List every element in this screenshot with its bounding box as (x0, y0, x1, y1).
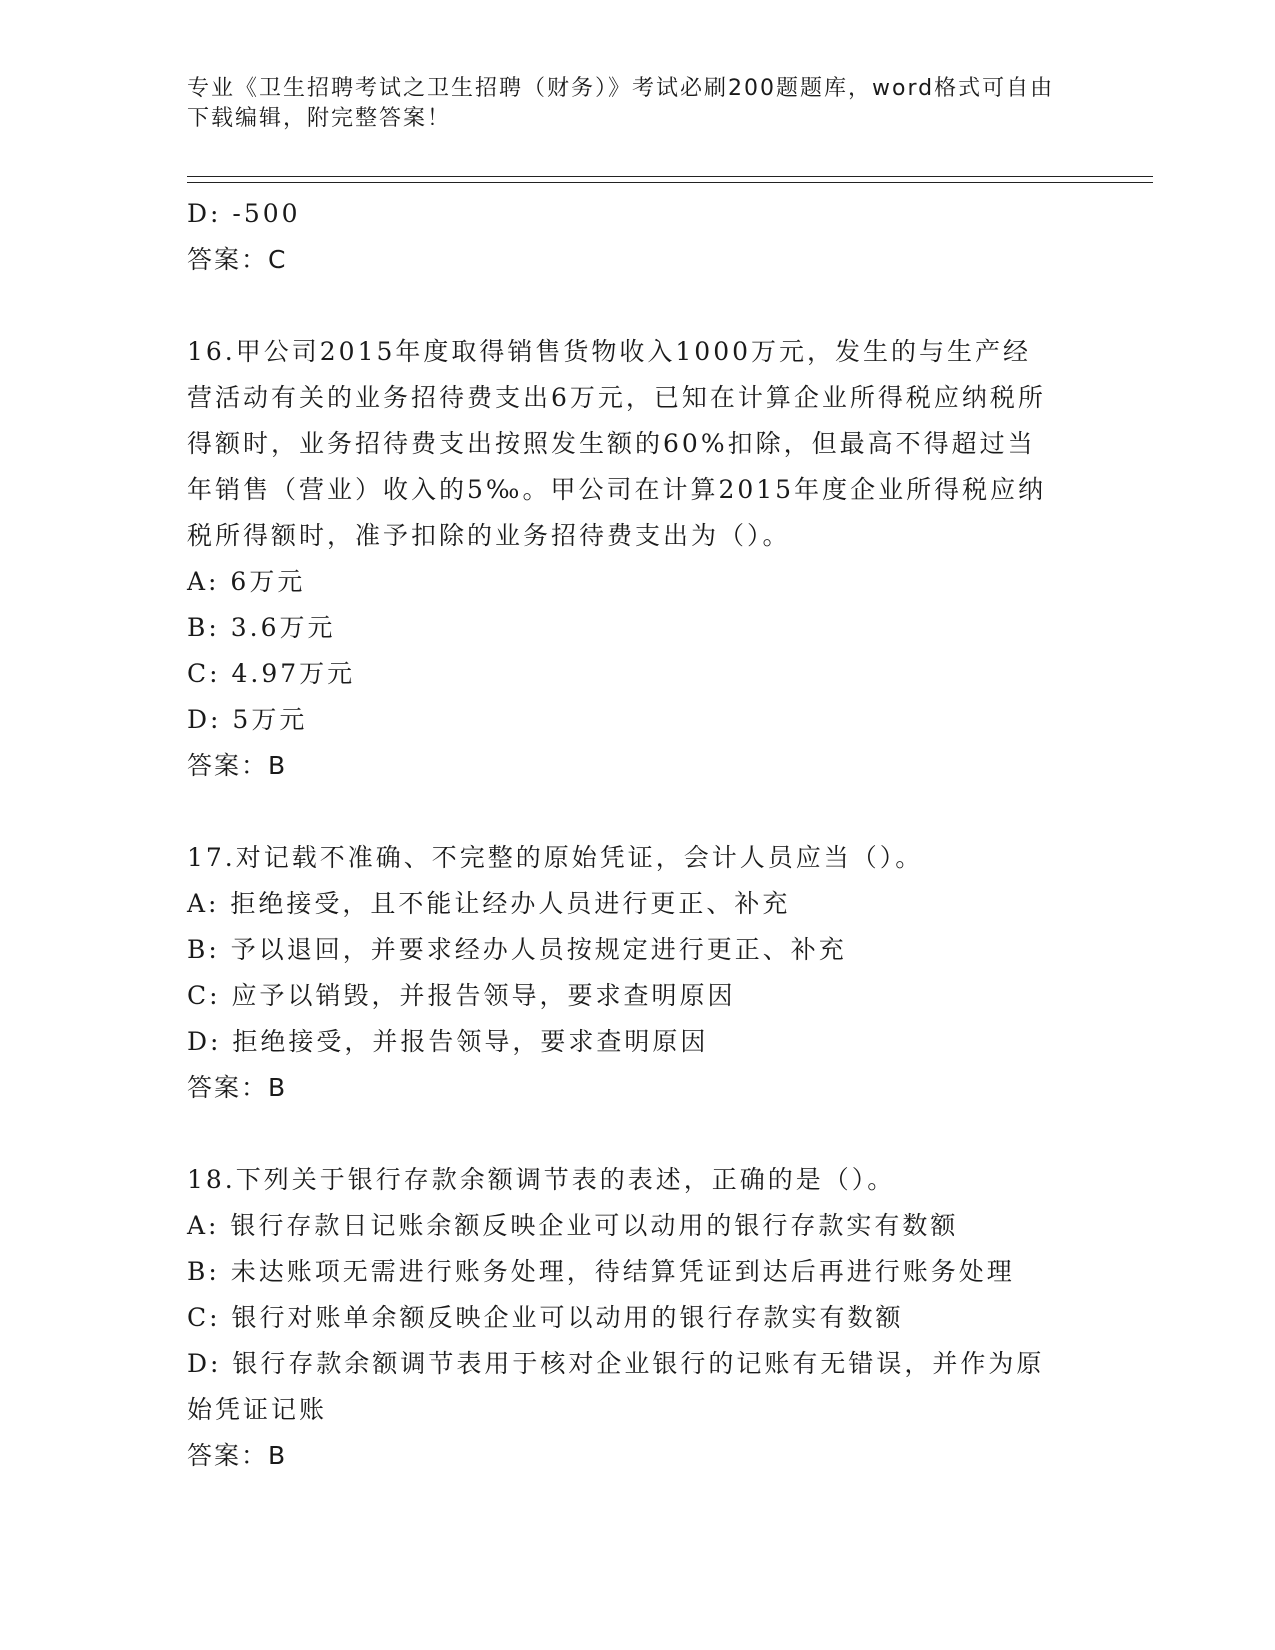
question-answer: 答案：B (187, 1441, 288, 1470)
question-17 (187, 835, 1087, 1111)
option-a: A: 6万元 (187, 567, 306, 596)
spacer (187, 283, 1087, 329)
option-c: C: 应予以销毁，并报告领导，要求查明原因 (187, 981, 736, 1010)
prev-answer: 答案：C (187, 245, 288, 274)
question-stem: 17.对记载不准确、不完整的原始凭证，会计人员应当（）。 (187, 843, 924, 872)
question-18 (187, 1157, 1087, 1479)
option-c: C: 银行对账单余额反映企业可以动用的银行存款实有数额 (187, 1303, 904, 1332)
question-16 (187, 329, 1087, 789)
option-d: D: 拒绝接受，并报告领导，要求查明原因 (187, 1027, 709, 1056)
option-d: D: 银行存款余额调节表用于核对企业银行的记账有无错误，并作为原始凭证记账 (187, 1349, 1045, 1424)
header-divider-top (187, 176, 1153, 177)
option-b: B: 3.6万元 (187, 613, 336, 642)
question-answer: 答案：B (187, 751, 288, 780)
spacer (187, 789, 1087, 835)
option-b: B: 予以退回，并要求经办人员按规定进行更正、补充 (187, 935, 847, 964)
document-content (187, 191, 1087, 1479)
question-answer: 答案：B (187, 1073, 288, 1102)
question-stem: 16.甲公司2015年度取得销售货物收入1000万元，发生的与生产经营活动有关的业务招待费支出6万元，已知在计算企业所得税应纳税所得额时，业务招待费支出按照发生额的60%扣除，但最高不得超过当年销售（营业）收入的5‰。甲公司在计算2015年度企业所得税应纳税所得额时，准予扣除的业务招待费支出为（）。 (187, 337, 1047, 550)
prev-option-d: D: -500 (187, 199, 301, 228)
option-b: B: 未达账项无需进行账务处理，待结算凭证到达后再进行账务处理 (187, 1257, 1015, 1286)
spacer (187, 1111, 1087, 1157)
option-a: A: 拒绝接受，且不能让经办人员进行更正、补充 (187, 889, 791, 918)
option-d: D: 5万元 (187, 705, 308, 734)
document-header: 专业《卫生招聘考试之卫生招聘（财务）》考试必刷200题题库，word格式可自由下载编辑，附完整答案！ (187, 76, 1055, 131)
option-c: C: 4.97万元 (187, 659, 356, 688)
header-divider-bottom (187, 182, 1153, 183)
option-a: A: 银行存款日记账余额反映企业可以动用的银行存款实有数额 (187, 1211, 959, 1240)
question-stem: 18.下列关于银行存款余额调节表的表述，正确的是（）。 (187, 1165, 896, 1194)
